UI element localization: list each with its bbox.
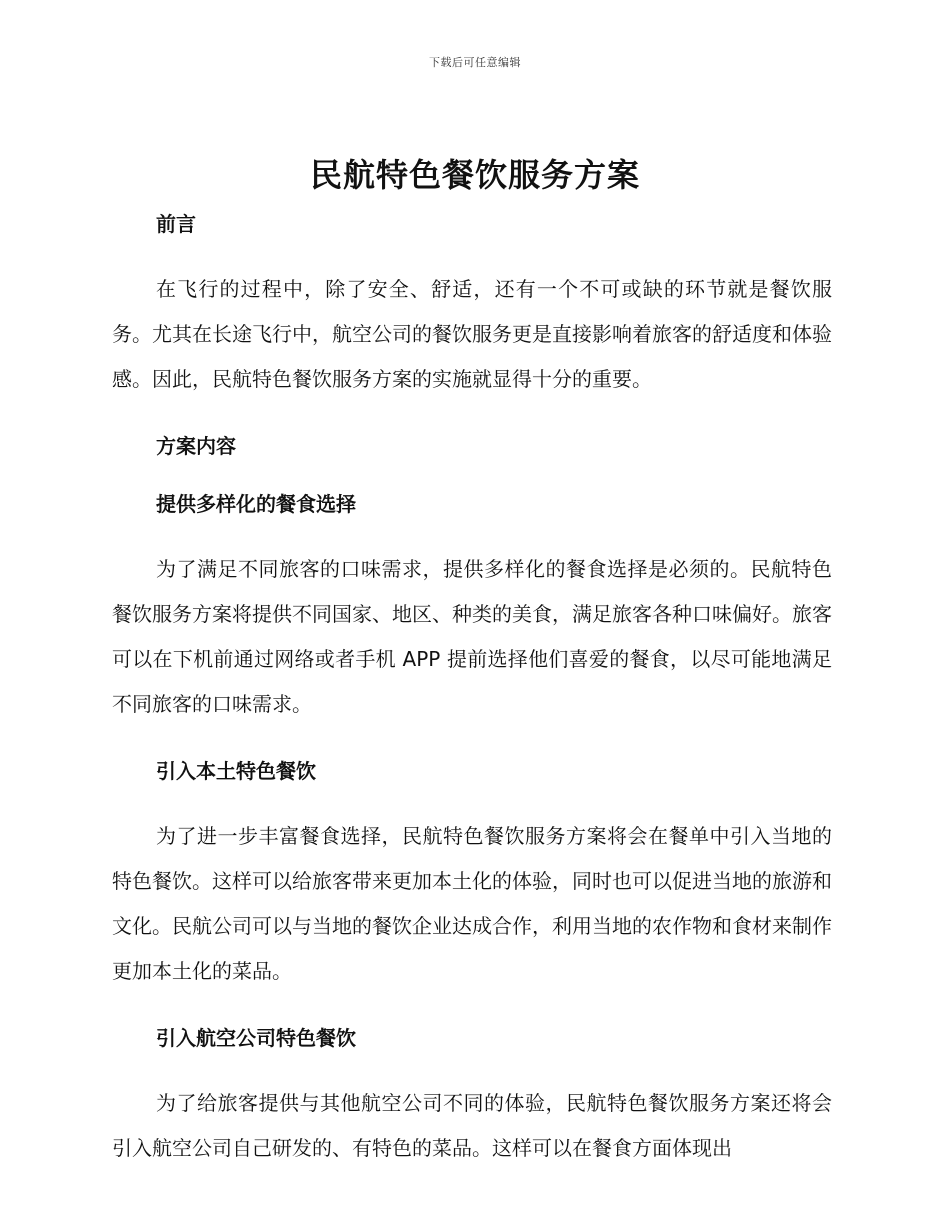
section-heading-plan-content: 方案内容 bbox=[156, 434, 236, 458]
section-heading-local-cuisine: 引入本土特色餐饮 bbox=[156, 759, 316, 783]
document-title: 民航特色餐饮服务方案 bbox=[309, 156, 640, 194]
document-body bbox=[112, 200, 832, 1171]
paragraph-airline-cuisine: 为了给旅客提供与其他航空公司不同的体验，民航特色餐饮服务方案还将会引入航空公司自己研发的、有特色的菜品。这样可以在餐食方面体现出 bbox=[112, 1091, 832, 1160]
paragraph-preface: 在飞行的过程中，除了安全、舒适，还有一个不可或缺的环节就是餐饮服务。尤其在长途飞行中，航空公司的餐饮服务更是直接影响着旅客的舒适度和体验感。因此，民航特色餐饮服务方案的实施就显得十分的重要。 bbox=[112, 277, 832, 391]
paragraph-local-cuisine: 为了进一步丰富餐食选择，民航特色餐饮服务方案将会在餐单中引入当地的特色餐饮。这样可以给旅客带来更加本土化的体验，同时也可以促进当地的旅游和文化。民航公司可以与当地的餐饮企业达成合作，利用当地的农作物和食材来制作更加本土化的菜品。 bbox=[112, 824, 832, 983]
section-heading-diverse-meals: 提供多样化的餐食选择 bbox=[156, 492, 356, 516]
section-heading-preface: 前言 bbox=[156, 212, 196, 236]
header-note: 下载后可任意编辑 bbox=[429, 56, 521, 69]
paragraph-diverse-meals: 为了满足不同旅客的口味需求，提供多样化的餐食选择是必须的。民航特色餐饮服务方案将提供不同国家、地区、种类的美食，满足旅客各种口味偏好。旅客可以在下机前通过网络或者手机 APP 提前选择他们喜爱的餐食，以尽可能地满足不同旅客的口味需求。 bbox=[112, 557, 832, 716]
section-heading-airline-cuisine: 引入航空公司特色餐饮 bbox=[156, 1026, 356, 1050]
